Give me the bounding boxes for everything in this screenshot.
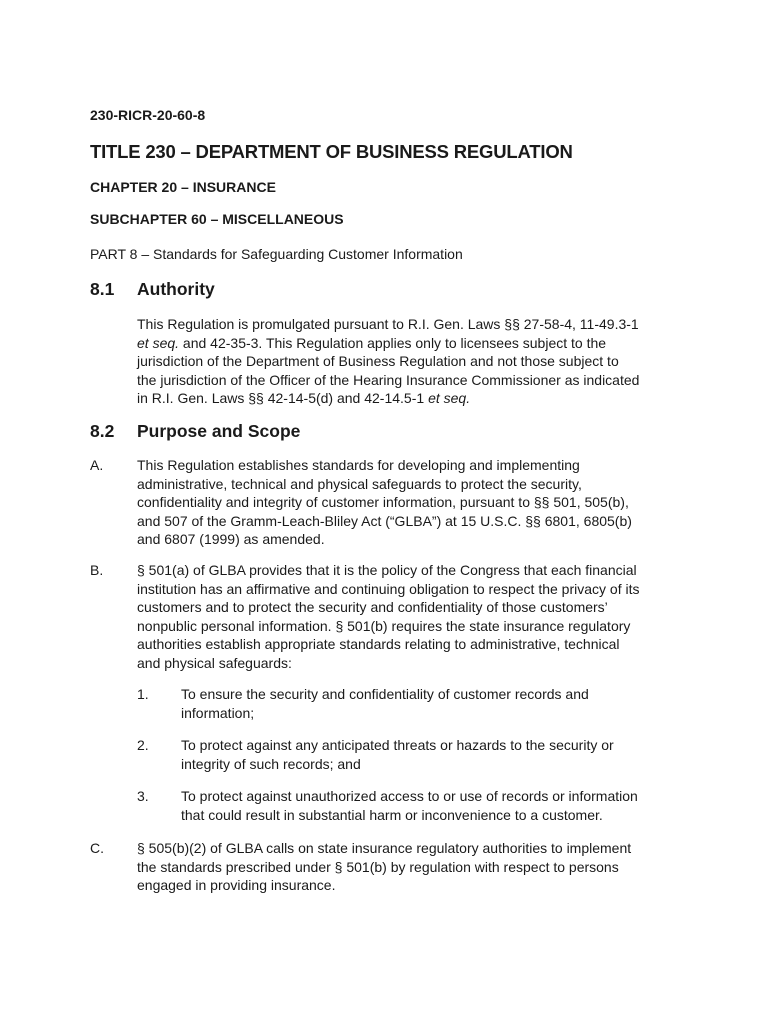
subitem-marker: 1. bbox=[137, 686, 149, 702]
list-item bbox=[137, 839, 697, 895]
sub-list-item bbox=[181, 685, 701, 722]
body-line: § 501(a) of GLBA provides that it is the policy of the Congress that each financial bbox=[137, 562, 637, 578]
body-line: To protect against any anticipated threats or hazards to the security or bbox=[181, 737, 614, 753]
body-line: authorities establish appropriate standards relating to administrative, technical bbox=[137, 636, 620, 653]
item-marker: C. bbox=[90, 840, 104, 856]
body-line: and physical safeguards: bbox=[137, 654, 292, 671]
subchapter-heading: SUBCHAPTER 60 – MISCELLANEOUS bbox=[90, 211, 344, 227]
body-line: customers and to protect the security and confidentiality of those customers’ bbox=[137, 599, 608, 616]
section-number: 8.2 bbox=[90, 421, 115, 441]
section-number: 8.1 bbox=[90, 279, 115, 299]
sub-list-item bbox=[181, 787, 701, 824]
sub-list-item bbox=[181, 736, 701, 773]
body-line: and 6807 (1999) as amended. bbox=[137, 531, 325, 548]
body-text: in R.I. Gen. Laws §§ 42-14-5(d) and 42-14.5-1 bbox=[137, 390, 429, 407]
section-title: Purpose and Scope bbox=[137, 421, 301, 441]
subitem-marker: 2. bbox=[137, 737, 149, 753]
body-line: This Regulation establishes standards for developing and implementing bbox=[137, 457, 580, 473]
part-heading: PART 8 – Standards for Safeguarding Customer Information bbox=[90, 246, 463, 262]
body-line bbox=[137, 389, 697, 408]
body-text: and 42-35-3. This Regulation applies only to licensees subject to the bbox=[179, 334, 607, 351]
italic-text: et seq. bbox=[428, 390, 471, 407]
body-line: engaged in providing insurance. bbox=[137, 877, 336, 894]
body-line: and 507 of the Gramm-Leach-Bliley Act (“GLBA”) at 15 U.S.C. §§ 6801, 6805(b) bbox=[137, 512, 632, 529]
list-item bbox=[137, 456, 697, 549]
body-line: administrative, technical and physical safeguards to protect the security, bbox=[137, 475, 582, 492]
body-line bbox=[137, 334, 697, 353]
body-line: integrity of such records; and bbox=[181, 755, 361, 772]
body-line: that could result in substantial harm or inconvenience to a customer. bbox=[181, 806, 603, 823]
body-line: This Regulation is promulgated pursuant to R.I. Gen. Laws §§ 27-58-4, 11-49.3-1 bbox=[137, 316, 639, 332]
item-marker: A. bbox=[90, 457, 104, 473]
body-line: To protect against unauthorized access to or use of records or information bbox=[181, 788, 638, 804]
body-line: the jurisdiction of the Officer of the Hearing Insurance Commissioner as indicated bbox=[137, 371, 640, 388]
body-line: institution has an affirmative and continuing obligation to respect the privacy of its bbox=[137, 580, 640, 597]
body-line: information; bbox=[181, 704, 255, 721]
body-line: To ensure the security and confidentiality of customer records and bbox=[181, 686, 589, 702]
italic-text: et seq. bbox=[137, 334, 180, 351]
body-line: § 505(b)(2) of GLBA calls on state insurance regulatory authorities to implement bbox=[137, 840, 632, 856]
body-line: nonpublic personal information. § 501(b) requires the state insurance regulatory bbox=[137, 617, 631, 634]
page-title: TITLE 230 – DEPARTMENT OF BUSINESS REGULATION bbox=[90, 141, 573, 162]
body-line: confidentiality and integrity of customer information, pursuant to §§ 501, 505(b), bbox=[137, 494, 629, 511]
body-line: jurisdiction of the Department of Business Regulation and not those subject to bbox=[137, 353, 619, 370]
list-item bbox=[137, 561, 697, 673]
document-id: 230-RICR-20-60-8 bbox=[90, 107, 206, 123]
body-line: the standards prescribed under § 501(b) by regulation with respect to persons bbox=[137, 858, 619, 875]
item-marker: B. bbox=[90, 562, 104, 578]
section-body bbox=[137, 315, 697, 408]
chapter-heading: CHAPTER 20 – INSURANCE bbox=[90, 179, 276, 195]
section-title: Authority bbox=[137, 279, 215, 299]
subitem-marker: 3. bbox=[137, 788, 149, 804]
